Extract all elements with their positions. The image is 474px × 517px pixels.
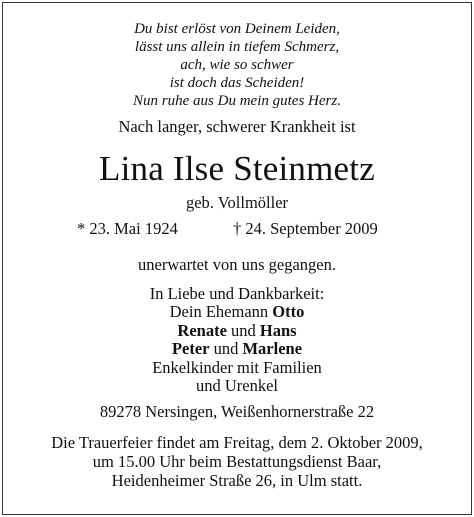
poem-line: lässt uns allein in tiefem Schmerz, [134, 39, 340, 55]
husband-name: Otto [272, 302, 305, 322]
mourner-name: Marlene [242, 339, 303, 359]
funeral-line: Heidenheimer Straße 26, in Ulm statt. [111, 471, 363, 490]
mourner-great-grandchildren: und Urenkel [195, 375, 279, 395]
maiden-name: geb. Vollmöller [185, 193, 289, 212]
mourner-couple [0, 322, 474, 340]
husband-prefix: Dein Ehemann [169, 302, 269, 322]
connector: und [231, 320, 256, 340]
mourner-name: Hans [259, 320, 297, 340]
death-date: † 24. September 2009 [233, 219, 378, 238]
poem-line: Du bist erlöst von Deinem Leiden, [134, 21, 340, 37]
mourners-heading: In Liebe und Dankbarkeit: [149, 284, 325, 303]
connector: und [213, 339, 239, 359]
mourners-list [0, 285, 474, 395]
funeral-info [0, 433, 474, 490]
funeral-line: um 15.00 Uhr beim Bestattungsdienst Baar, [92, 452, 382, 471]
poem-line: Nun ruhe aus Du mein gutes Herz. [133, 93, 341, 109]
intro-text: Nach langer, schwerer Krankheit ist [118, 117, 356, 136]
mourner-name: Renate [177, 320, 227, 340]
birth-date: * 23. Mai 1924 [77, 219, 178, 238]
passed-away-text: unerwartet von uns gegangen. [138, 255, 336, 274]
poem-line: ist doch das Scheiden! [169, 75, 305, 91]
address: 89278 Nersingen, Weißenhornerstraße 22 [99, 402, 375, 421]
mourner-couple [0, 340, 474, 358]
mourner-grandchildren: Enkelkinder mit Familien [152, 357, 322, 377]
mourner-husband [0, 303, 474, 321]
poem [0, 20, 474, 110]
funeral-line: Die Trauerfeier findet am Freitag, dem 2. Oktober 2009, [51, 433, 423, 452]
poem-line: ach, wie so schwer [180, 57, 294, 73]
mourner-name: Peter [171, 339, 210, 359]
deceased-name: Lina Ilse Steinmetz [99, 149, 375, 188]
